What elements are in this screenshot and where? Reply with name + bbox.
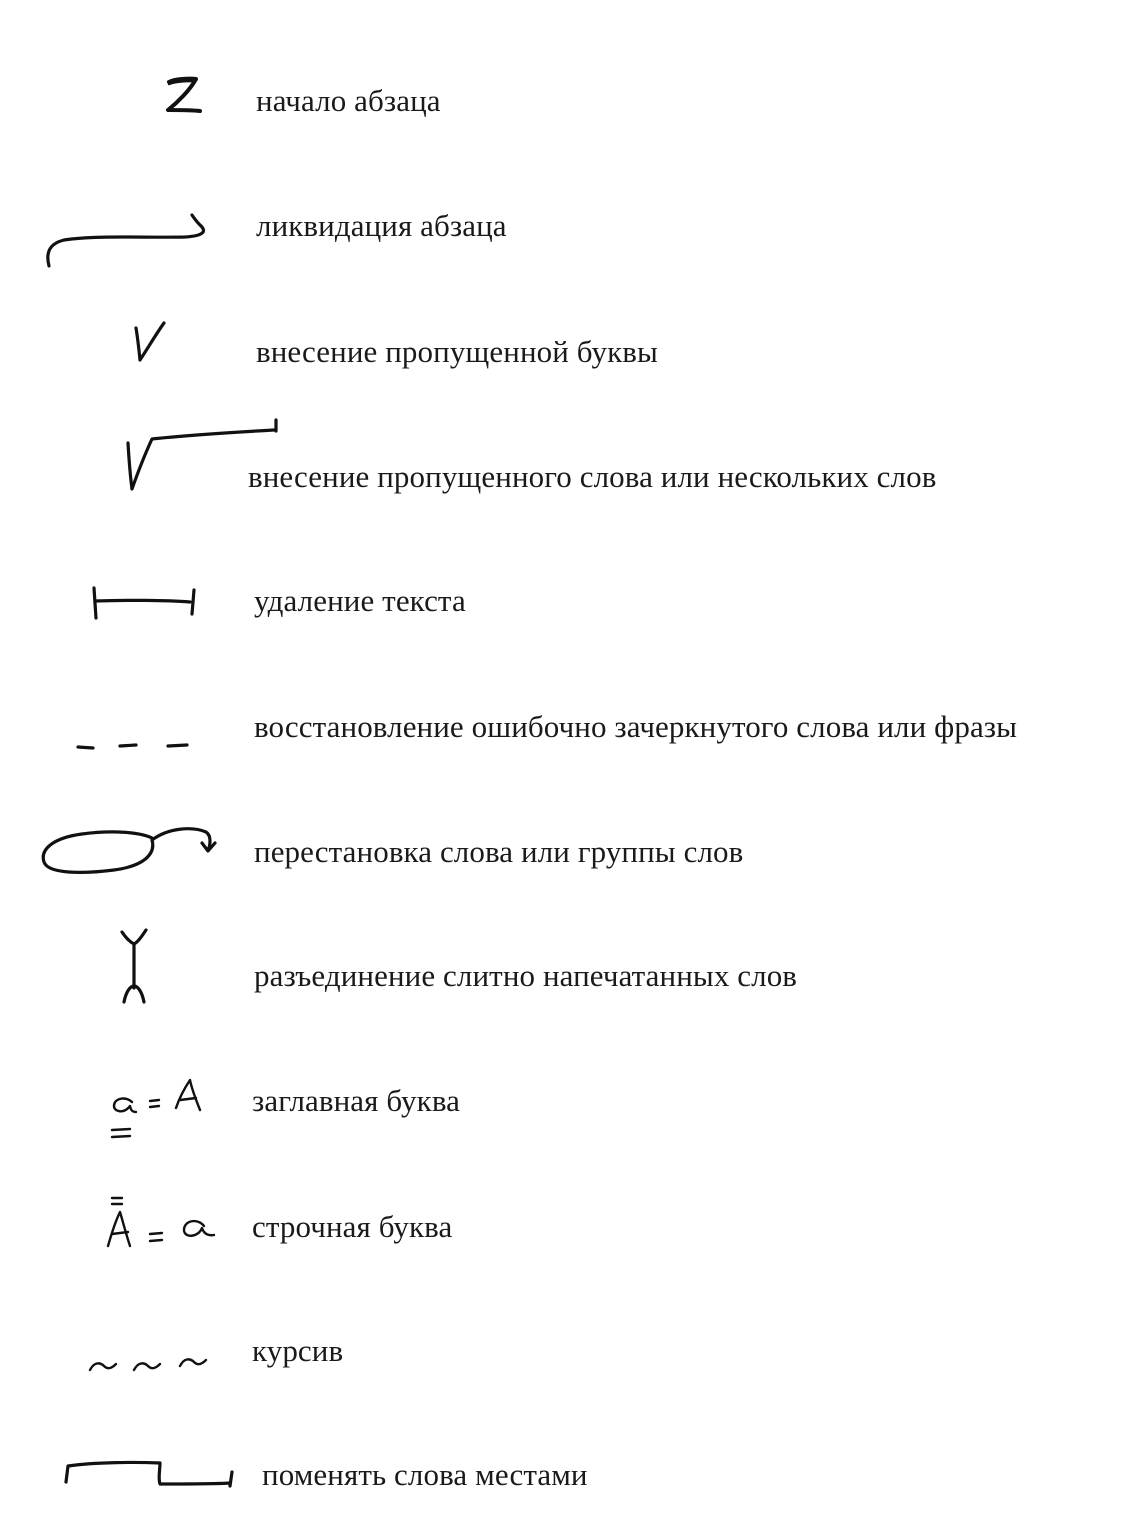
- swap-words-bracket-icon: [56, 1450, 246, 1495]
- paragraph-removal-icon: [40, 200, 210, 275]
- mark-label: поменять слова местами: [262, 1457, 588, 1492]
- mark-label: внесение пропущенного слова или нескольких слов: [248, 459, 937, 494]
- mark-label: разъединение слитно напечатанных слов: [254, 958, 798, 993]
- mark-label: начало абзаца: [256, 83, 441, 118]
- mark-label: восстановление ошибочно зачеркнутого слова или фразы: [254, 709, 1018, 744]
- mark-label: удаление текста: [254, 583, 466, 618]
- split-words-icon: [110, 922, 160, 1012]
- mark-label: ликвидация абзаца: [256, 208, 507, 243]
- capital-letter-icon: [104, 1074, 214, 1154]
- mark-label: курсив: [252, 1333, 344, 1368]
- restore-dashed-line-icon: [70, 728, 200, 763]
- delete-bracket-icon: [86, 580, 206, 625]
- insert-letter-caret-icon: [126, 318, 176, 368]
- lowercase-letter-icon: [98, 1190, 228, 1255]
- mark-label: перестановка слова или группы слов: [254, 834, 744, 869]
- transpose-loop-arrow-icon: [32, 816, 222, 886]
- italic-wavy-line-icon: [82, 1348, 222, 1383]
- paragraph-start-icon: [160, 70, 210, 120]
- mark-label: заглавная буква: [252, 1083, 461, 1118]
- mark-label: строчная буква: [252, 1209, 453, 1244]
- mark-label: внесение пропущенной буквы: [256, 334, 658, 369]
